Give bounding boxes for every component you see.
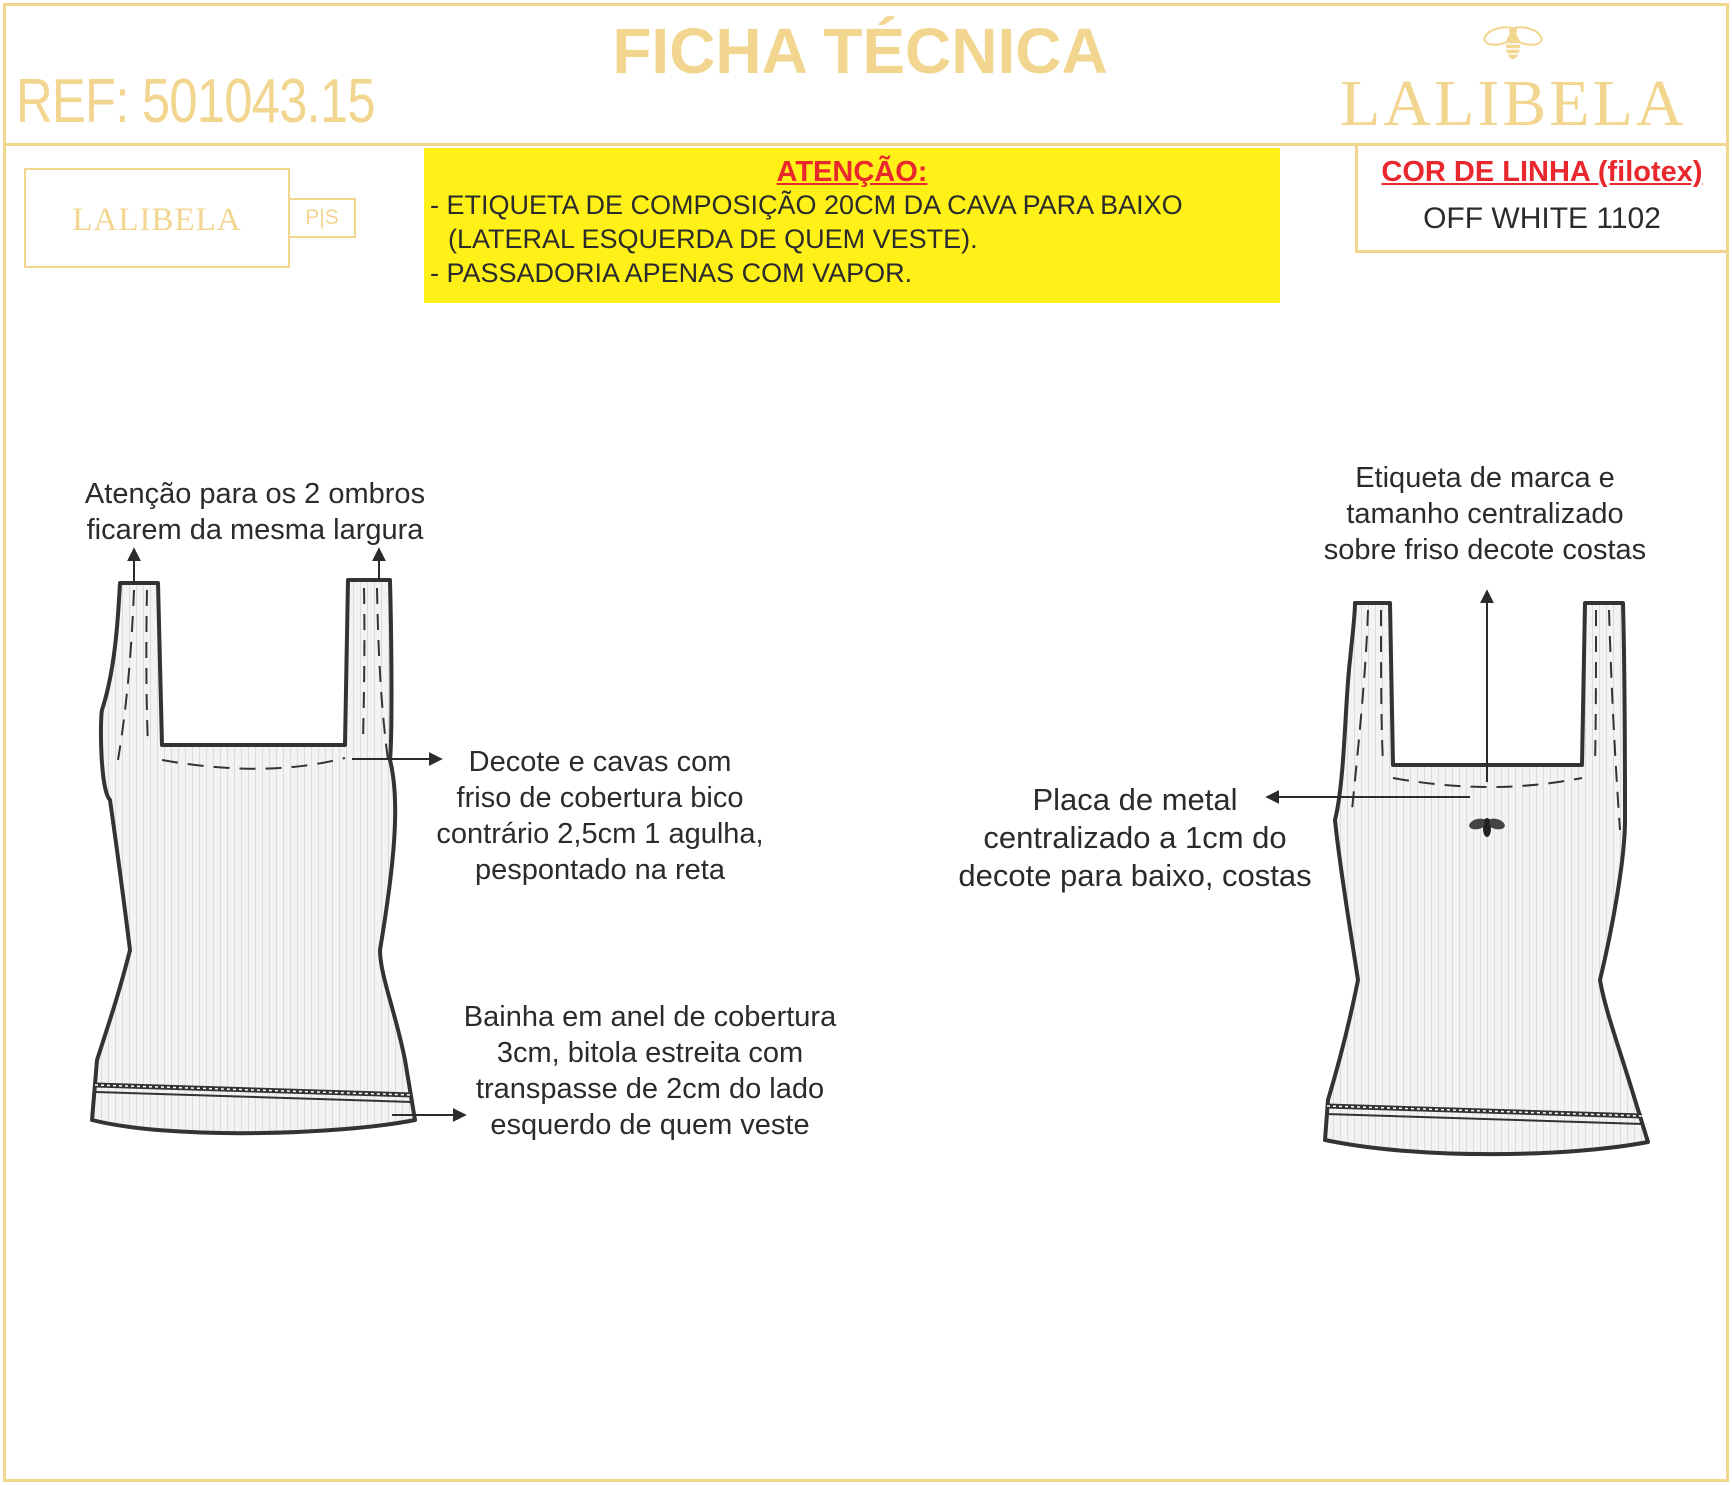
brand-logo: LALIBELA xyxy=(1340,67,1687,140)
note-line: centralizado a 1cm do xyxy=(983,820,1287,855)
note-line: transpasse de 2cm do lado xyxy=(475,1073,825,1105)
note-metal-plate xyxy=(930,781,1340,895)
front-view-tank-top xyxy=(92,580,415,1133)
note-line: contrário 2,5cm 1 agulha, xyxy=(436,818,764,850)
note-line: 3cm, bitola estreita com xyxy=(496,1037,804,1069)
note-line: esquerdo de quem veste xyxy=(490,1109,810,1141)
attention-line: - ETIQUETA DE COMPOSIÇÃO 20CM DA CAVA PARA BAIXO xyxy=(430,190,1183,220)
note-neckline xyxy=(400,744,800,888)
note-hem xyxy=(430,999,870,1143)
note-line: pespontado na reta xyxy=(475,854,725,886)
note-line: Etiqueta de marca e xyxy=(1355,462,1615,494)
attention-line: (LATERAL ESQUERDA DE QUEM VESTE). xyxy=(448,224,978,254)
thread-color-title: COR DE LINHA (filotex) xyxy=(1381,156,1703,188)
note-line: ficarem da mesma largura xyxy=(86,514,424,546)
note-brand-label xyxy=(1280,460,1690,568)
reference-code: REF: 501043.15 xyxy=(16,67,375,136)
note-shoulders xyxy=(55,476,455,548)
attention-line: - PASSADORIA APENAS COM VAPOR. xyxy=(430,258,913,288)
page-title: FICHA TÉCNICA xyxy=(612,15,1108,87)
note-line: decote para baixo, costas xyxy=(958,858,1312,893)
note-line: Placa de metal xyxy=(1032,782,1238,817)
label-brand: LALIBELA xyxy=(72,202,242,238)
note-line: Bainha em anel de cobertura xyxy=(463,1001,837,1033)
note-line: Atenção para os 2 ombros xyxy=(84,478,426,510)
note-line: Decote e cavas com xyxy=(468,746,732,778)
note-line: tamanho centralizado xyxy=(1346,498,1624,530)
note-line: friso de cobertura bico xyxy=(456,782,744,814)
note-line: sobre friso decote costas xyxy=(1323,534,1647,566)
size-tab: P|S xyxy=(290,198,356,238)
thread-color-value: OFF WHITE 1102 xyxy=(1423,202,1661,235)
attention-title: ATENÇÃO: xyxy=(776,156,928,188)
